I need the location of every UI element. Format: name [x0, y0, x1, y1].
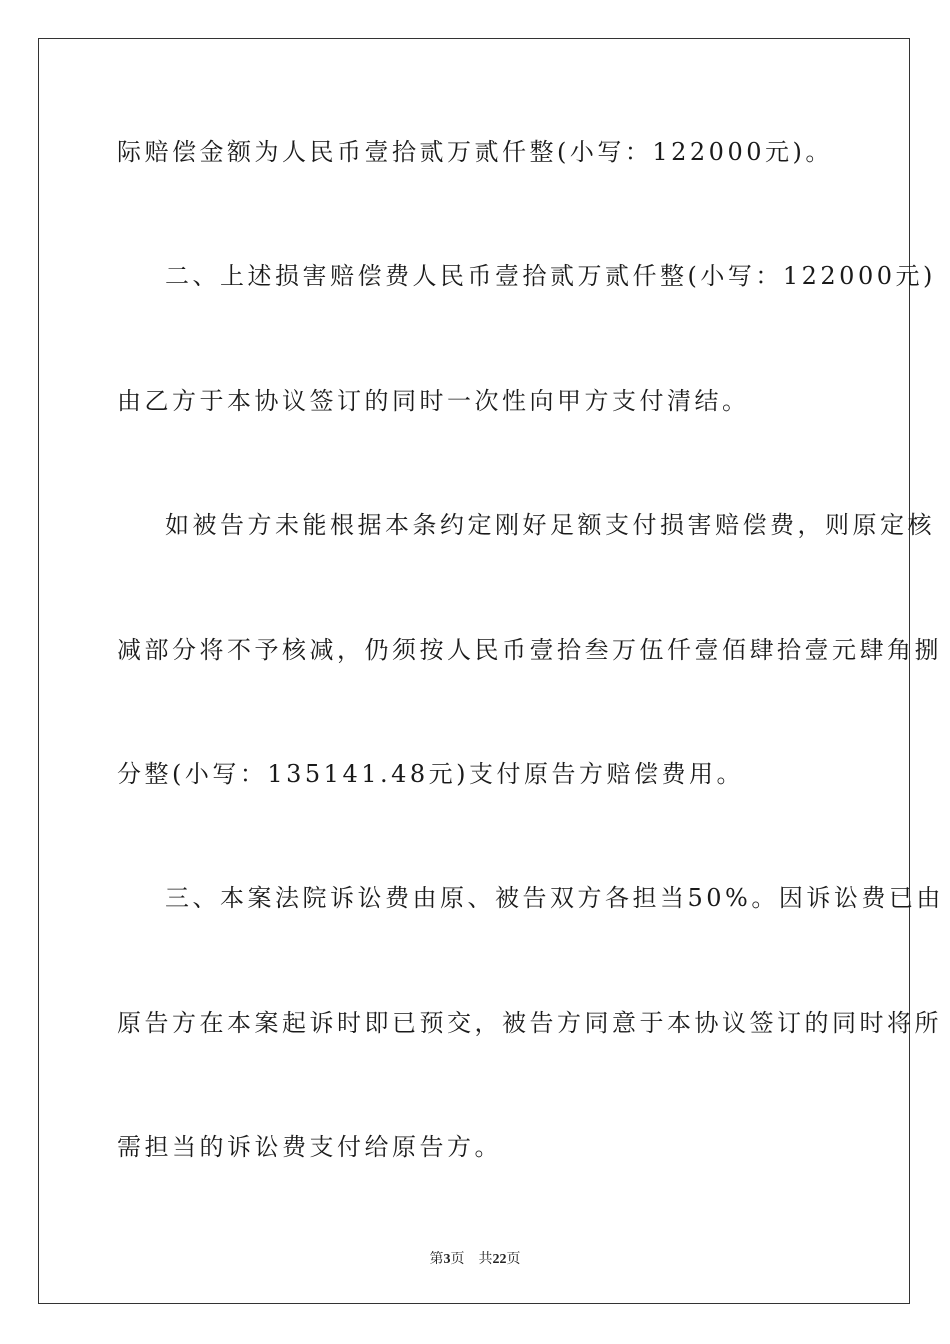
page-border [38, 38, 944, 1304]
paragraph-line: 分整(小写：135141.48元)支付原告方赔偿费用。 [117, 760, 745, 788]
paragraph-line: 二、上述损害赔偿费人民币壹拾贰万贰仟整(小写：122000元) [165, 262, 936, 290]
paragraph-line: 如被告方未能根据本条约定刚好足额支付损害赔偿费，则原定核 [165, 511, 935, 539]
footer-total-pages: 22 [492, 1252, 507, 1267]
paragraph-line: 减部分将不予核减，仍须按人民币壹拾叁万伍仟壹佰肆拾壹元肆角捌 [117, 636, 942, 664]
footer-page-prefix: 第 [429, 1252, 444, 1267]
footer-page-number: 3 [443, 1252, 451, 1267]
paragraph-line: 三、本案法院诉讼费由原、被告双方各担当50%。因诉讼费已由 [165, 884, 944, 912]
footer-total-suffix: 页 [506, 1252, 521, 1267]
footer-total-prefix: 共 [478, 1252, 493, 1267]
paragraph-line: 由乙方于本协议签订的同时一次性向甲方支付清结。 [117, 387, 750, 415]
paragraph-line: 原告方在本案起诉时即已预交，被告方同意于本协议签订的同时将所 [117, 1009, 942, 1037]
paragraph-line: 需担当的诉讼费支付给原告方。 [117, 1133, 502, 1161]
footer-page-suffix: 页 [450, 1252, 465, 1267]
paragraph-line: 际赔偿金额为人民币壹拾贰万贰仟整(小写：122000元)。 [117, 138, 833, 166]
page-footer [0, 1248, 950, 1268]
